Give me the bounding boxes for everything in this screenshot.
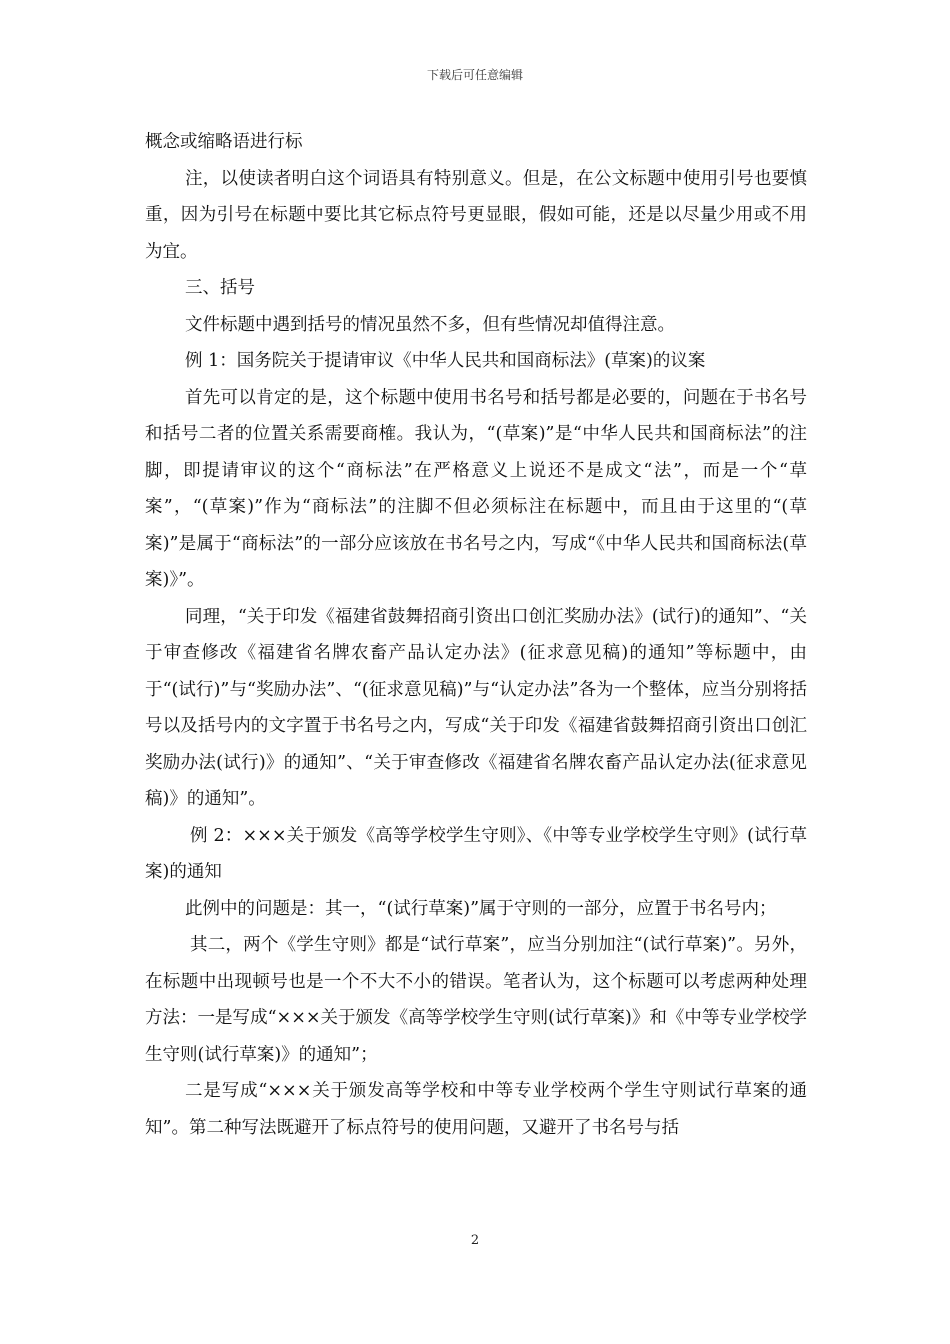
paragraph-2: 注，以使读者明白这个词语具有特别意义。但是，在公文标题中使用引号也要慎重，因为引号在标题中要比其它标点符号更显眼，假如可能，还是以尽量少用或不用为宜。 bbox=[145, 168, 807, 262]
document-body bbox=[145, 124, 807, 1146]
paragraph-4: 首先可以肯定的是，这个标题中使用书名号和括号都是必要的，问题在于书名号和括号二者的位置关系需要商榷。我认为，“(草案)”是“中华人民共和国商标法”的注脚，即提请审议的这个“商标法”在严格意义上说还不是成文“法”，而是一个“草案”，“(草案)”作为“商标法”的注脚不但必须标注在标题中，而且由于这里的“(草案)”是属于“商标法”的一部分应该放在书名号之内，写成“《中华人民共和国商标法(草案)》”。 bbox=[145, 387, 807, 590]
paragraph-3: 文件标题中遇到括号的情况虽然不多，但有些情况却值得注意。 bbox=[185, 314, 675, 335]
paragraph-5: 同理，“关于印发《福建省鼓舞招商引资出口创汇奖励办法》(试行)的通知”、“关于审查修改《福建省名牌农畜产品认定办法》(征求意见稿)的通知”等标题中，由于“(试行)”与“奖励办法”、“(征求意见稿)”与“认定办法”各为一个整体，应当分别将括号以及括号内的文字置于书名号之内，写成“关于印发《福建省鼓舞招商引资出口创汇奖励办法(试行)》的通知”、“关于审查修改《福建省名牌农畜产品认定办法(征求意见稿)》的通知”。 bbox=[145, 606, 807, 809]
example-2: 例 2：×××关于颁发《高等学校学生守则》、《中等专业学校学生守则》(试行草案)的通知 bbox=[145, 825, 807, 882]
paragraph-7: 其二，两个《学生守则》都是“试行草案”，应当分别加注“(试行草案)”。另外，在标题中出现顿号也是一个不大不小的错误。笔者认为，这个标题可以考虑两种处理方法：一是写成“×××关于颁发《高等学校学生守则(试行草案)》和《中等专业学校学生守则(试行草案)》的通知”； bbox=[145, 935, 807, 1065]
paragraph-6: 此例中的问题是：其一，“(试行草案)”属于守则的一部分，应置于书名号内； bbox=[185, 898, 777, 919]
section-heading-brackets: 三、括号 bbox=[185, 278, 255, 298]
paragraph-1: 概念或缩略语进行标 bbox=[145, 132, 303, 152]
example-1: 例 1：国务院关于提请审议《中华人民共和国商标法》(草案)的议案 bbox=[185, 351, 706, 371]
page-header: 下载后可任意编辑 bbox=[426, 68, 523, 82]
paragraph-8: 二是写成“×××关于颁发高等学校和中等专业学校两个学生守则试行草案的通知”。第二种写法既避开了标点符号的使用问题，又避开了书名号与括 bbox=[145, 1081, 807, 1138]
page-number: 2 bbox=[470, 1233, 480, 1248]
